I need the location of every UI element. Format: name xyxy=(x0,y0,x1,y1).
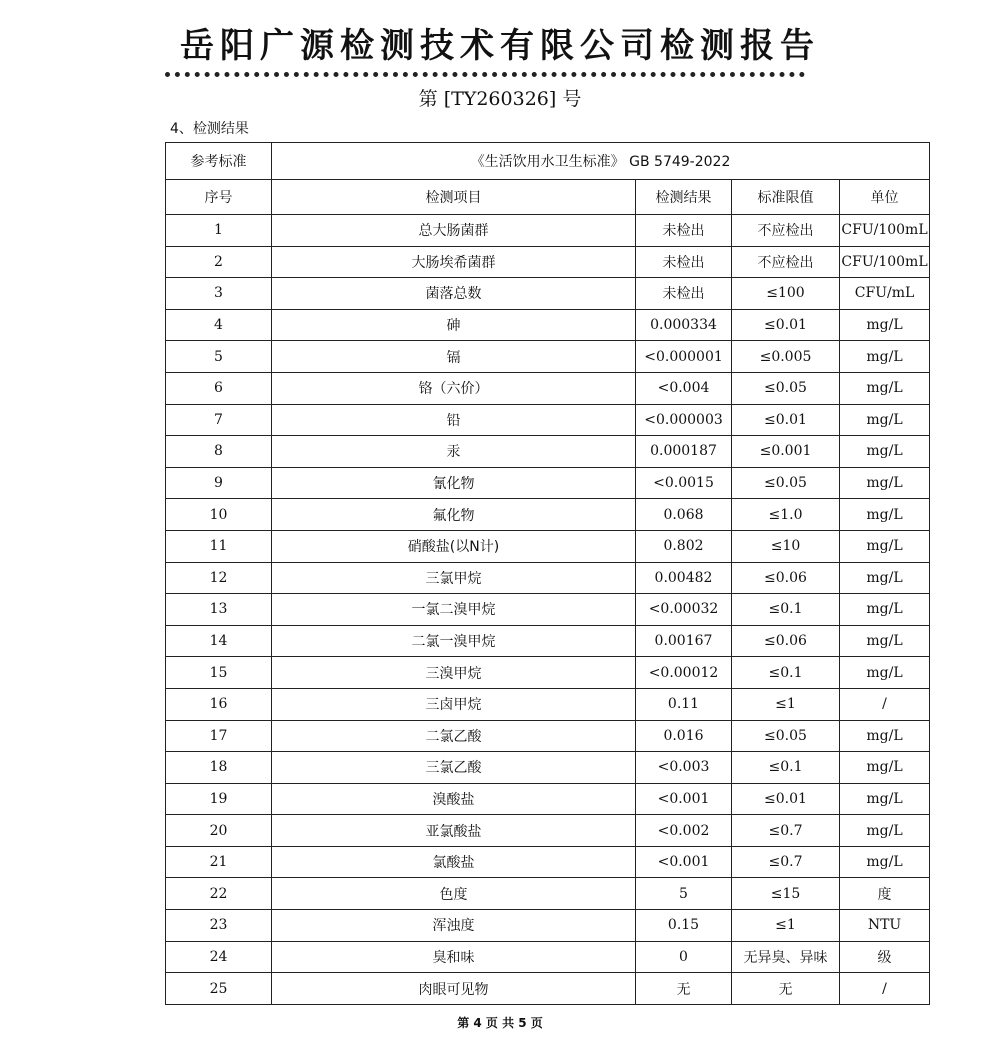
row-result: <0.00032 xyxy=(636,594,732,626)
row-limit: ≤0.001 xyxy=(732,436,840,468)
row-unit: CFU/100mL xyxy=(840,215,930,247)
row-limit: ≤0.1 xyxy=(732,594,840,626)
row-result: 0.00482 xyxy=(636,562,732,594)
results-table xyxy=(165,142,930,1005)
row-number: 17 xyxy=(166,720,272,752)
row-unit: / xyxy=(840,973,930,1005)
table-row xyxy=(166,278,930,310)
row-unit: mg/L xyxy=(840,467,930,499)
standard-label: 参考标准 xyxy=(166,143,272,180)
row-number: 13 xyxy=(166,594,272,626)
row-item: 亚氯酸盐 xyxy=(272,815,636,847)
row-item: 菌落总数 xyxy=(272,278,636,310)
row-limit: ≤1 xyxy=(732,910,840,942)
table-row xyxy=(166,499,930,531)
row-item: 臭和味 xyxy=(272,941,636,973)
col-header-unit: 单位 xyxy=(840,180,930,215)
row-limit: ≤0.005 xyxy=(732,341,840,373)
row-number: 4 xyxy=(166,309,272,341)
table-row xyxy=(166,688,930,720)
row-result: 0.016 xyxy=(636,720,732,752)
section-title: 4、检测结果 xyxy=(170,121,249,137)
row-number: 15 xyxy=(166,657,272,689)
row-unit: mg/L xyxy=(840,846,930,878)
row-result: 5 xyxy=(636,878,732,910)
row-item: 铬（六价） xyxy=(272,372,636,404)
row-limit: ≤0.01 xyxy=(732,404,840,436)
row-number: 9 xyxy=(166,467,272,499)
row-item: 三氯甲烷 xyxy=(272,562,636,594)
row-item: 溴酸盐 xyxy=(272,783,636,815)
row-unit: mg/L xyxy=(840,499,930,531)
row-result: 未检出 xyxy=(636,215,732,247)
row-limit: ≤15 xyxy=(732,878,840,910)
table-row xyxy=(166,657,930,689)
row-unit: mg/L xyxy=(840,625,930,657)
row-item: 硝酸盐(以N计) xyxy=(272,530,636,562)
row-item: 总大肠菌群 xyxy=(272,215,636,247)
row-result: <0.0015 xyxy=(636,467,732,499)
row-limit: ≤0.1 xyxy=(732,752,840,784)
row-number: 20 xyxy=(166,815,272,847)
row-result: 0.068 xyxy=(636,499,732,531)
table-row xyxy=(166,815,930,847)
row-result: 0.000187 xyxy=(636,436,732,468)
row-number: 6 xyxy=(166,372,272,404)
table-row xyxy=(166,309,930,341)
row-limit: ≤0.06 xyxy=(732,562,840,594)
standard-value: 《生活饮用水卫生标准》 GB 5749-2022 xyxy=(272,143,930,180)
row-result: <0.004 xyxy=(636,372,732,404)
row-limit: ≤0.05 xyxy=(732,720,840,752)
row-result: <0.00012 xyxy=(636,657,732,689)
row-result: 无 xyxy=(636,973,732,1005)
row-number: 3 xyxy=(166,278,272,310)
row-number: 19 xyxy=(166,783,272,815)
row-result: 未检出 xyxy=(636,278,732,310)
row-unit: NTU xyxy=(840,910,930,942)
table-header-row xyxy=(166,180,930,215)
row-number: 23 xyxy=(166,910,272,942)
row-limit: ≤1 xyxy=(732,688,840,720)
row-item: 氰化物 xyxy=(272,467,636,499)
row-item: 二氯一溴甲烷 xyxy=(272,625,636,657)
row-limit: 不应检出 xyxy=(732,246,840,278)
row-limit: ≤0.05 xyxy=(732,467,840,499)
report-title: 岳阳广源检测技术有限公司检测报告 xyxy=(180,26,820,66)
row-result: <0.000003 xyxy=(636,404,732,436)
report-number: 第 [TY260326] 号 xyxy=(418,88,582,110)
row-result: <0.002 xyxy=(636,815,732,847)
row-number: 16 xyxy=(166,688,272,720)
row-item: 三溴甲烷 xyxy=(272,657,636,689)
row-number: 10 xyxy=(166,499,272,531)
row-unit: mg/L xyxy=(840,372,930,404)
row-result: 0.00167 xyxy=(636,625,732,657)
table-row xyxy=(166,625,930,657)
row-item: 三氯乙酸 xyxy=(272,752,636,784)
table-row xyxy=(166,594,930,626)
row-item: 砷 xyxy=(272,309,636,341)
row-limit: ≤0.06 xyxy=(732,625,840,657)
row-unit: mg/L xyxy=(840,436,930,468)
table-row xyxy=(166,783,930,815)
dotted-divider xyxy=(165,72,805,77)
col-header-item: 检测项目 xyxy=(272,180,636,215)
row-unit: mg/L xyxy=(840,594,930,626)
row-number: 7 xyxy=(166,404,272,436)
row-item: 浑浊度 xyxy=(272,910,636,942)
row-unit: mg/L xyxy=(840,752,930,784)
row-item: 氟化物 xyxy=(272,499,636,531)
row-limit: 不应检出 xyxy=(732,215,840,247)
row-limit: ≤1.0 xyxy=(732,499,840,531)
row-unit: 级 xyxy=(840,941,930,973)
table-row xyxy=(166,467,930,499)
row-unit: mg/L xyxy=(840,815,930,847)
row-item: 汞 xyxy=(272,436,636,468)
row-item: 肉眼可见物 xyxy=(272,973,636,1005)
row-limit: ≤0.7 xyxy=(732,846,840,878)
row-number: 11 xyxy=(166,530,272,562)
row-number: 12 xyxy=(166,562,272,594)
row-unit: mg/L xyxy=(840,341,930,373)
row-result: 0 xyxy=(636,941,732,973)
row-limit: ≤0.1 xyxy=(732,657,840,689)
row-limit: ≤0.05 xyxy=(732,372,840,404)
row-unit: mg/L xyxy=(840,404,930,436)
row-number: 8 xyxy=(166,436,272,468)
row-number: 21 xyxy=(166,846,272,878)
row-number: 2 xyxy=(166,246,272,278)
table-row xyxy=(166,436,930,468)
table-row xyxy=(166,341,930,373)
row-unit: 度 xyxy=(840,878,930,910)
table-row xyxy=(166,372,930,404)
table-row xyxy=(166,562,930,594)
row-result: 0.802 xyxy=(636,530,732,562)
row-number: 25 xyxy=(166,973,272,1005)
row-number: 24 xyxy=(166,941,272,973)
row-number: 18 xyxy=(166,752,272,784)
table-row xyxy=(166,752,930,784)
page-footer: 第 4 页 共 5 页 xyxy=(457,1016,543,1030)
table-row xyxy=(166,404,930,436)
table-row xyxy=(166,246,930,278)
row-limit: 无 xyxy=(732,973,840,1005)
row-limit: ≤0.01 xyxy=(732,783,840,815)
table-row xyxy=(166,973,930,1005)
row-result: 0.000334 xyxy=(636,309,732,341)
row-item: 二氯乙酸 xyxy=(272,720,636,752)
row-result: <0.001 xyxy=(636,783,732,815)
col-header-no: 序号 xyxy=(166,180,272,215)
row-limit: ≤10 xyxy=(732,530,840,562)
row-unit: CFU/mL xyxy=(840,278,930,310)
row-unit: mg/L xyxy=(840,657,930,689)
row-number: 1 xyxy=(166,215,272,247)
col-header-result: 检测结果 xyxy=(636,180,732,215)
row-unit: mg/L xyxy=(840,562,930,594)
row-result: 0.11 xyxy=(636,688,732,720)
row-limit: ≤0.7 xyxy=(732,815,840,847)
row-number: 5 xyxy=(166,341,272,373)
col-header-limit: 标准限值 xyxy=(732,180,840,215)
row-unit: mg/L xyxy=(840,783,930,815)
row-item: 镉 xyxy=(272,341,636,373)
row-unit: mg/L xyxy=(840,720,930,752)
table-row xyxy=(166,878,930,910)
row-result: 0.15 xyxy=(636,910,732,942)
row-number: 14 xyxy=(166,625,272,657)
row-limit: ≤0.01 xyxy=(732,309,840,341)
row-result: 未检出 xyxy=(636,246,732,278)
row-unit: / xyxy=(840,688,930,720)
row-item: 大肠埃希菌群 xyxy=(272,246,636,278)
row-result: <0.003 xyxy=(636,752,732,784)
table-row xyxy=(166,720,930,752)
row-unit: CFU/100mL xyxy=(840,246,930,278)
row-number: 22 xyxy=(166,878,272,910)
row-item: 三卤甲烷 xyxy=(272,688,636,720)
row-result: <0.001 xyxy=(636,846,732,878)
table-row xyxy=(166,846,930,878)
row-item: 铅 xyxy=(272,404,636,436)
row-item: 氯酸盐 xyxy=(272,846,636,878)
row-item: 色度 xyxy=(272,878,636,910)
row-item: 一氯二溴甲烷 xyxy=(272,594,636,626)
table-row xyxy=(166,941,930,973)
row-unit: mg/L xyxy=(840,530,930,562)
row-unit: mg/L xyxy=(840,309,930,341)
table-row xyxy=(166,215,930,247)
table-row xyxy=(166,910,930,942)
table-row xyxy=(166,530,930,562)
row-limit: ≤100 xyxy=(732,278,840,310)
row-limit: 无异臭、异味 xyxy=(732,941,840,973)
row-result: <0.000001 xyxy=(636,341,732,373)
standard-row xyxy=(166,143,930,180)
